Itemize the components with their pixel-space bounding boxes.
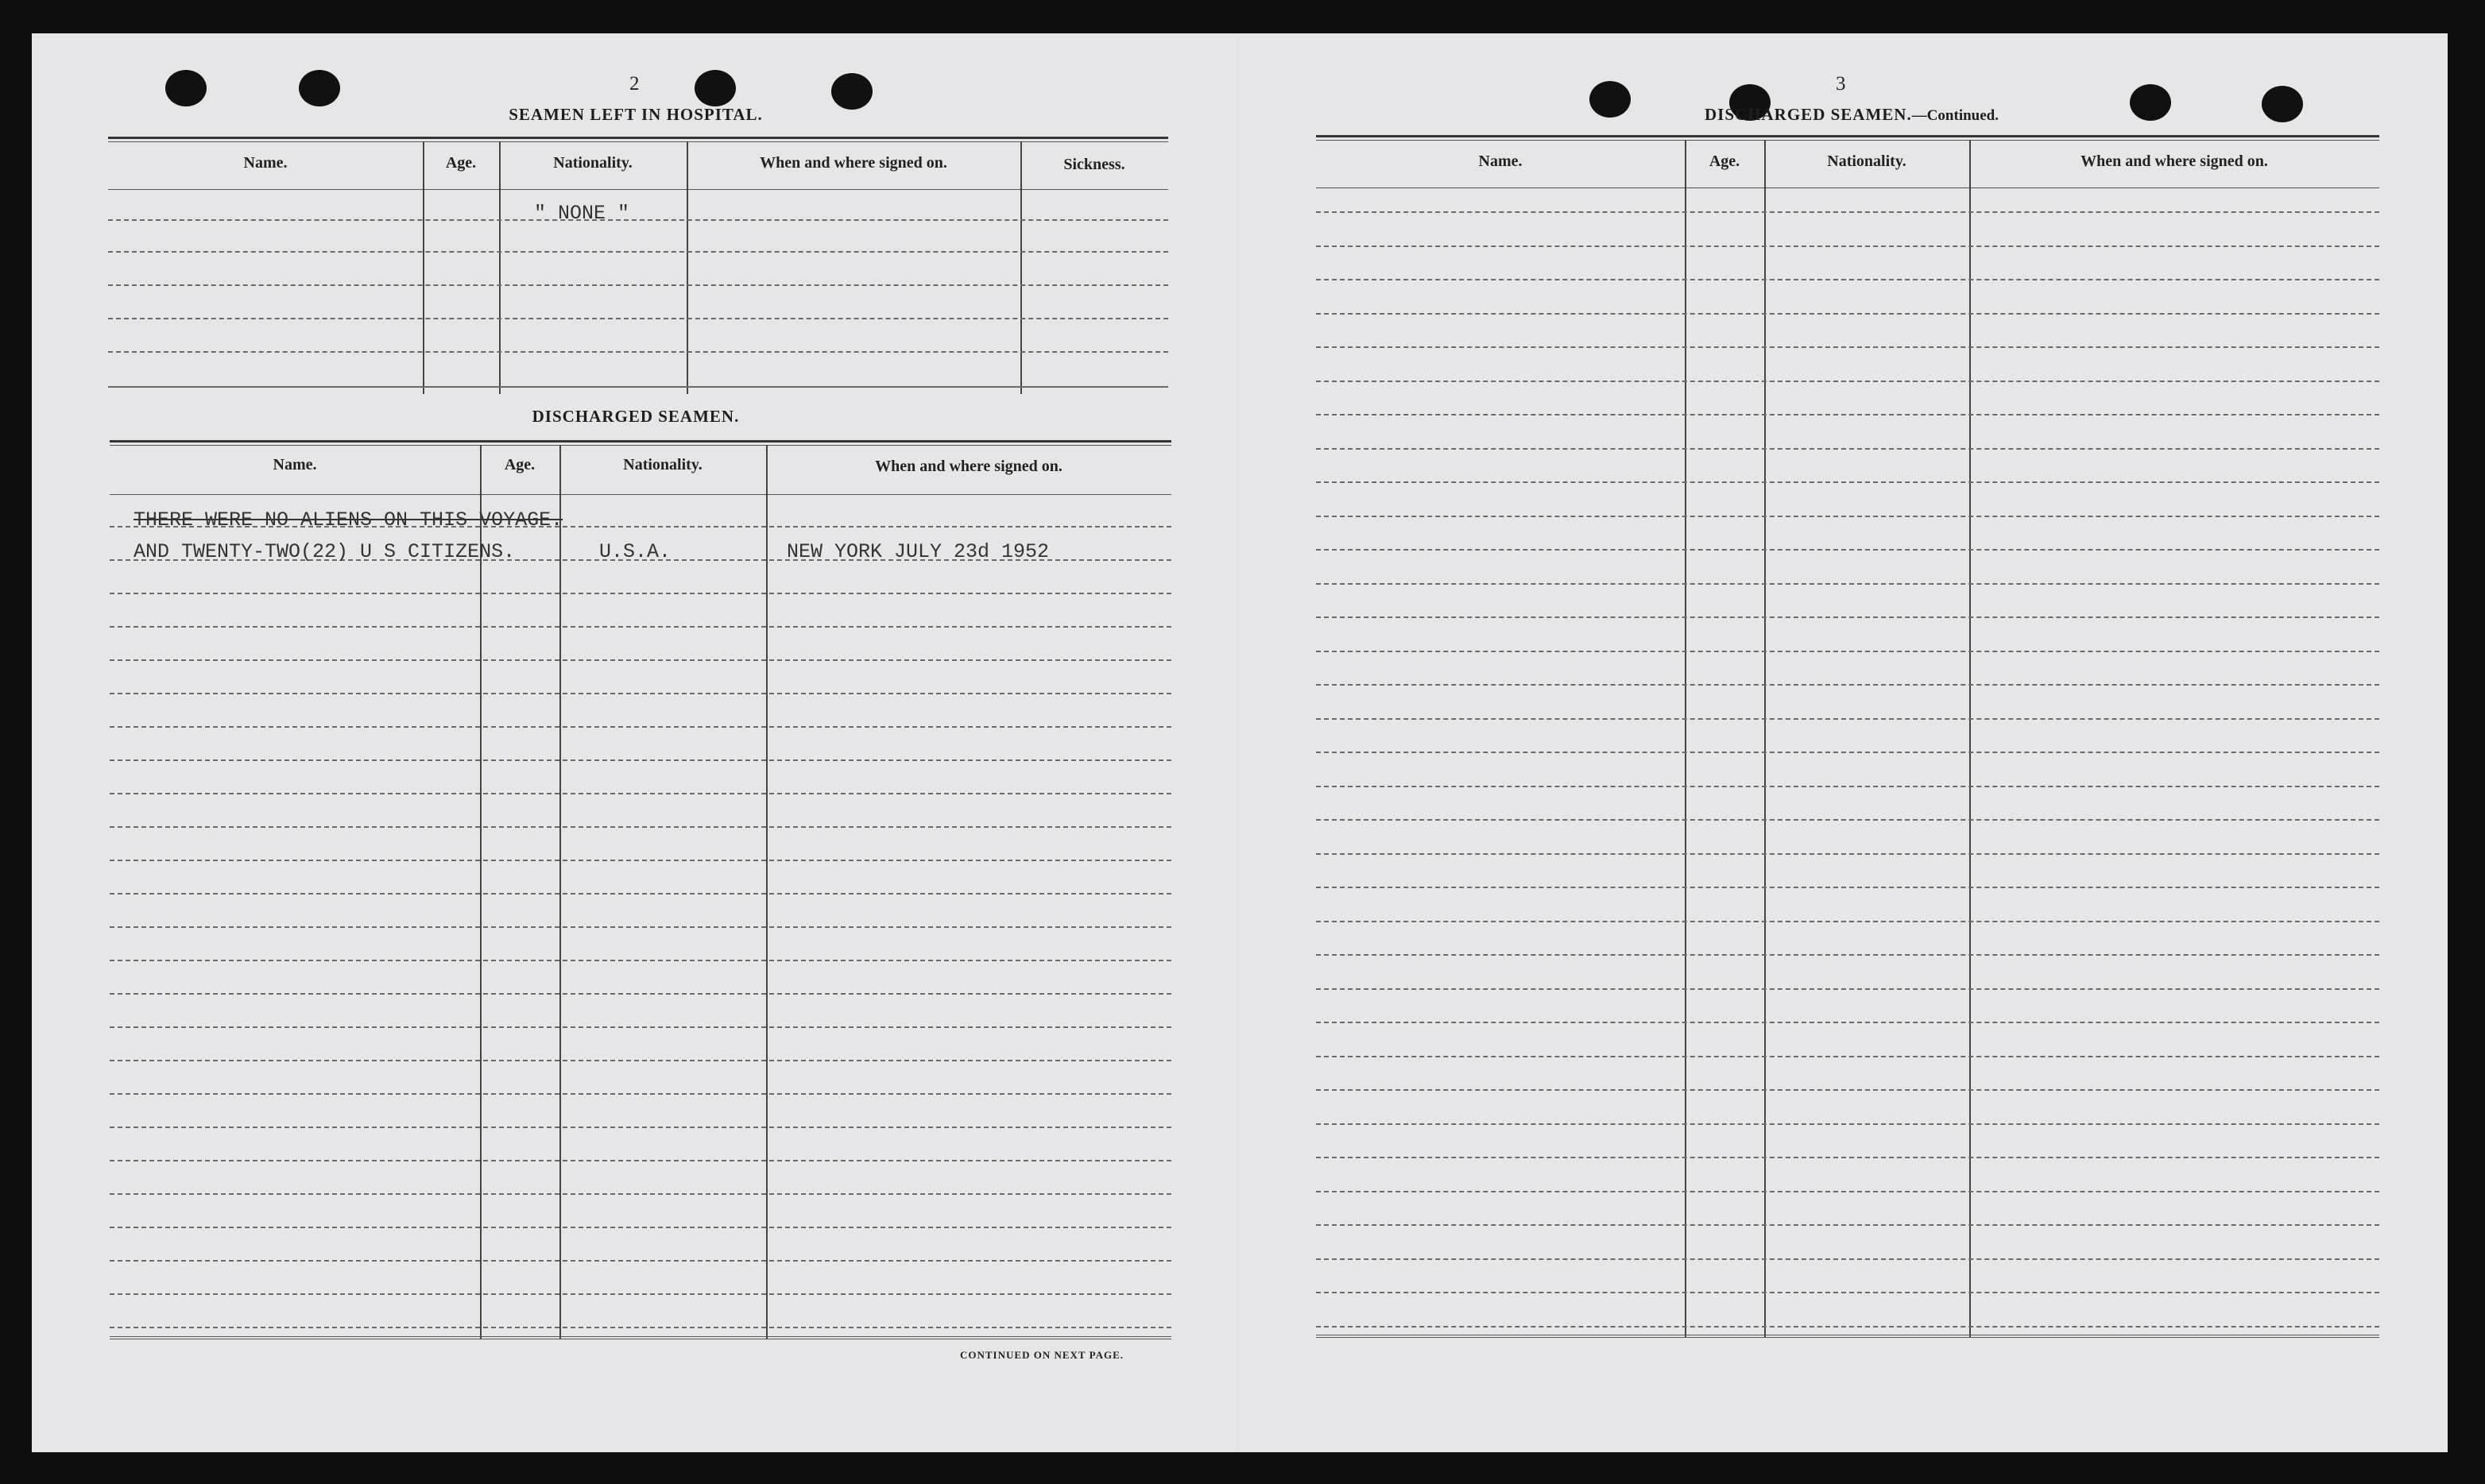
ruled-line xyxy=(1316,279,2379,280)
ruled-line xyxy=(110,1160,1171,1161)
ruled-line xyxy=(110,926,1171,928)
discharged-table xyxy=(110,440,1171,1343)
ruled-line xyxy=(1316,1123,2379,1125)
column-header-nationality: Nationality. xyxy=(623,456,703,473)
right-section-title-suffix: —Continued. xyxy=(1911,107,1999,124)
column-header-age: Age. xyxy=(504,456,536,473)
hospital-table xyxy=(108,137,1168,396)
punch-hole xyxy=(165,70,207,106)
hospital-section-title: SEAMEN LEFT IN HOSPITAL. xyxy=(509,105,763,124)
ruled-line xyxy=(110,593,1171,594)
discharged-continued-table xyxy=(1316,135,2379,1339)
column-header-age: Age. xyxy=(445,154,477,172)
ruled-line xyxy=(1316,1089,2379,1091)
ruled-line xyxy=(110,693,1171,694)
ruled-line xyxy=(110,826,1171,828)
ruled-line xyxy=(1316,346,2379,348)
punch-hole xyxy=(299,70,340,106)
ruled-line xyxy=(110,1227,1171,1228)
ruled-line xyxy=(1316,414,2379,415)
ruled-line xyxy=(1316,1157,2379,1158)
ruled-line xyxy=(1316,1022,2379,1023)
column-header-signed-on: When and where signed on. xyxy=(875,458,1063,475)
ruled-line xyxy=(1316,752,2379,753)
ruled-line xyxy=(1316,211,2379,213)
column-header-nationality: Nationality. xyxy=(1827,153,1906,170)
ruled-line xyxy=(1316,313,2379,315)
ruled-line xyxy=(110,860,1171,861)
ruled-line xyxy=(1316,549,2379,551)
ruled-line xyxy=(1316,988,2379,990)
continued-note: CONTINUED ON NEXT PAGE. xyxy=(960,1349,1124,1361)
punch-hole xyxy=(2130,84,2171,121)
ruled-line xyxy=(1316,651,2379,652)
column-header-name: Name. xyxy=(1478,153,1523,170)
ruled-line xyxy=(110,1293,1171,1295)
typed-note-line-1: THERE WERE NO ALIENS ON THIS VOYAGE. xyxy=(134,508,563,531)
column-header-nationality: Nationality. xyxy=(553,154,633,172)
ruled-line xyxy=(1316,684,2379,686)
column-header-name: Name. xyxy=(243,154,288,172)
punch-hole xyxy=(695,70,736,106)
ruled-line xyxy=(110,1260,1171,1262)
hospital-none-entry: " NONE " xyxy=(534,202,630,225)
ruled-line xyxy=(110,993,1171,995)
page-fold xyxy=(1237,33,1239,1452)
ruled-line xyxy=(110,1193,1171,1195)
typed-note-line-2: AND TWENTY-TWO(22) U S CITIZENS. xyxy=(134,540,516,563)
ruled-line xyxy=(1316,786,2379,787)
ruled-line xyxy=(1316,887,2379,888)
column-header-name: Name. xyxy=(273,456,317,473)
ruled-line xyxy=(110,1026,1171,1028)
ruled-line xyxy=(110,793,1171,794)
ruled-line xyxy=(1316,921,2379,922)
ruled-line xyxy=(1316,954,2379,956)
ruled-line xyxy=(110,1127,1171,1128)
ruled-line xyxy=(1316,819,2379,821)
right-section-title xyxy=(1629,105,2074,125)
ruled-line xyxy=(110,726,1171,728)
ruled-line xyxy=(110,1327,1171,1328)
right-section-title-text: DISCHARGED SEAMEN. xyxy=(1705,105,1912,124)
ruled-line xyxy=(110,659,1171,661)
column-header-signed-on: When and where signed on. xyxy=(760,154,947,172)
page-number: 3 xyxy=(1836,73,1846,95)
ruled-line xyxy=(110,893,1171,895)
ruled-line xyxy=(1316,381,2379,382)
ruled-line xyxy=(110,759,1171,761)
ruled-line xyxy=(1316,1224,2379,1226)
column-header-sickness: Sickness. xyxy=(1063,156,1125,173)
ruled-line xyxy=(1316,1056,2379,1057)
ruled-line xyxy=(1316,718,2379,720)
ruled-line xyxy=(1316,1191,2379,1192)
ruled-line xyxy=(1316,583,2379,585)
ruled-line xyxy=(110,1093,1171,1095)
typed-signed-on: NEW YORK JULY 23d 1952 xyxy=(787,540,1050,563)
punch-hole xyxy=(2262,86,2303,122)
ruled-line xyxy=(1316,516,2379,517)
discharged-section-title: DISCHARGED SEAMEN. xyxy=(532,407,740,426)
page-number: 2 xyxy=(629,73,640,95)
ruled-line xyxy=(1316,448,2379,450)
ruled-line xyxy=(110,626,1171,628)
ruled-line xyxy=(1316,1292,2379,1293)
ruled-line xyxy=(1316,481,2379,483)
ruled-line xyxy=(110,960,1171,961)
ruled-line xyxy=(1316,853,2379,855)
ruled-line xyxy=(1316,245,2379,247)
ruled-line xyxy=(1316,616,2379,618)
column-header-age: Age. xyxy=(1709,153,1740,170)
ruled-line xyxy=(1316,1258,2379,1260)
ruled-line xyxy=(1316,1326,2379,1327)
column-header-signed-on: When and where signed on. xyxy=(2081,153,2268,170)
punch-hole xyxy=(1589,81,1631,118)
typed-nationality: U.S.A. xyxy=(599,540,672,563)
ruled-line xyxy=(110,1060,1171,1061)
